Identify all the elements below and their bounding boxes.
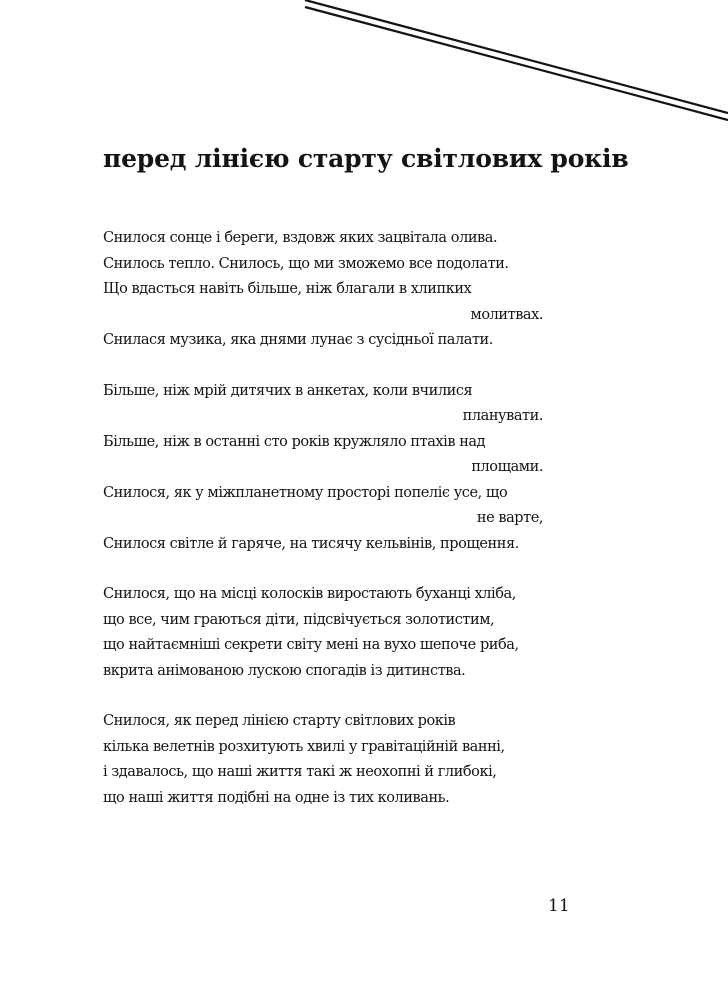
stanza [103,379,543,558]
poem-line: що наші життя подібні на одне із тих коливань. [103,789,450,806]
poem-line: Снилося, як перед лінією старту світлових років [103,713,456,729]
poem-line: Снилося сонце і береги, вздовж яких зацвітала олива. [103,230,498,246]
poem-line-continuation: молитвах. [470,306,543,323]
poem-line: вкрита анімованою лускою спогадів із дитинства. [103,662,466,679]
poem-line: що найтаємніші секрети світу мені на вухо шепоче риба, [103,637,519,653]
poem-line: Снилося, що на місці колосків виростають буханці хліба, [103,586,516,602]
decorative-double-line [0,0,728,130]
poem-line: Снилася музика, яка днями лунає з сусідньої палати. [103,332,493,348]
stanza [103,226,543,354]
stanza [103,709,543,811]
poem-body [103,226,543,836]
poem-line: Снилося світле й гаряче, на тисячу кельвінів, прощення. [103,535,519,552]
poem-line-continuation: площами. [471,459,543,475]
poem-line: і здавалось, що наші життя такі ж неохопні й глибокі, [103,764,497,780]
stanza [103,582,543,684]
poem-line: Більше, ніж в останні сто років кружляло птахів над [103,433,486,450]
poem-line: кілька велетнів розхитують хвилі у гравітаційній ванні, [103,738,505,755]
page-number: 11 [548,896,570,916]
poem-line: Більше, ніж мрій дитячих в анкетах, коли вчилися [103,382,473,399]
poem-line: Снилося, як у міжпланетному просторі попеліє усе, що [103,484,508,501]
poem-line: Що вдасться навіть більше, ніж благали в хлипких [103,281,472,297]
poem-line-continuation: не варте, [476,510,543,526]
poem-line: Снилось тепло. Снилось, що ми зможемо все подолати. [103,255,509,272]
poem-line: що все, чим граються діти, підсвічується золотистим, [103,611,495,628]
poem-line-continuation: планувати. [462,408,543,424]
poem-title: перед лінією старту світлових років [103,144,629,173]
